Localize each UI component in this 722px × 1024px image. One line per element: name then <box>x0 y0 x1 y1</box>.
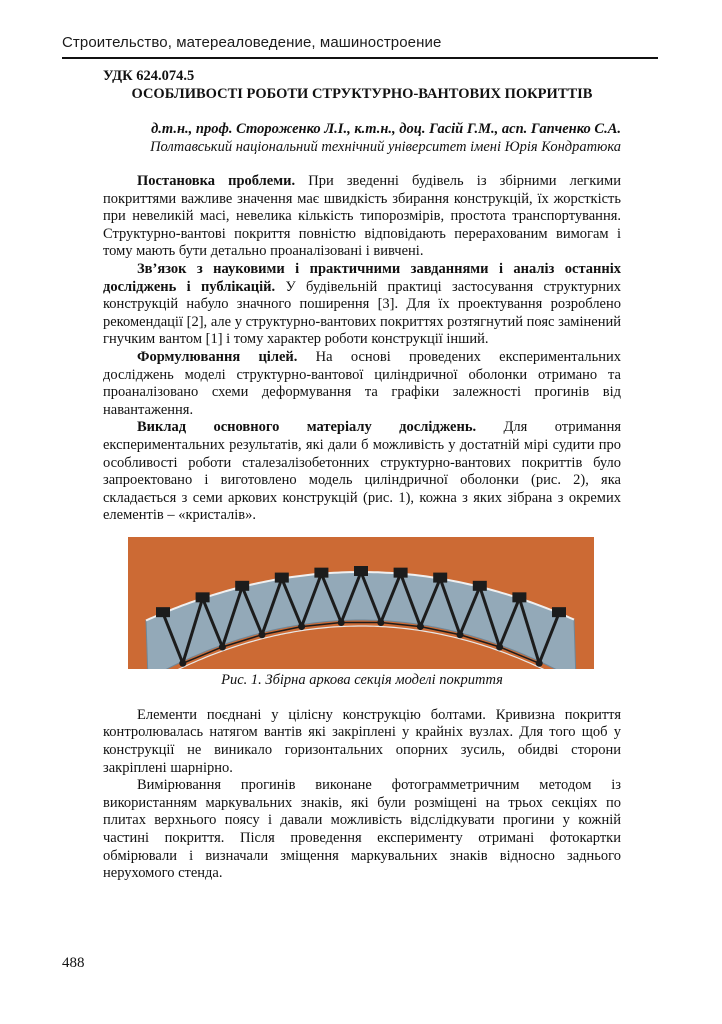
paragraph-text: У будівельній практиці застосування структурних конструкцій набуло значного поширення [3]. Для їх проектування розроблено рекомендації [2], але у структурно-вантових покриттях розтягнутий пояс замінений гнучким вантом [1] і тому характер роботи конструкції інший. <box>103 278 621 348</box>
lower-node <box>259 631 266 638</box>
upper-node <box>433 572 447 582</box>
main-text <box>103 173 621 525</box>
paragraph-heading: Постановка проблеми. <box>137 173 296 189</box>
article-title: ОСОБЛИВОСТІ РОБОТИ СТРУКТУРНО-ВАНТОВИХ ПОКРИТТІВ <box>131 86 593 102</box>
lower-node <box>496 643 503 650</box>
paragraph-relation <box>103 261 621 349</box>
upper-node <box>512 592 526 602</box>
paragraph-text: При зведенні будівель із збірними легкими покриттями важливе значення має швидкість збирання конструкцій, їх жорсткість при невеликій масі, невелика кількість типорозмірів, простота транспортування. Структурно-вантові покриття повністю відповідають перерахованим вимогам і тому мають бути детально проаналізовані і вивчені. <box>103 173 621 260</box>
udc-code: УДК 624.074.5 <box>103 68 195 84</box>
text-after-figure <box>103 707 621 883</box>
paragraph-problem <box>103 173 621 261</box>
paragraph-goals <box>103 349 621 419</box>
upper-node <box>354 566 368 576</box>
paragraph-main-material <box>103 419 621 525</box>
affiliation-line: Полтавський національний технічний університет імені Юрія Кондратюка <box>150 139 621 155</box>
upper-node <box>552 607 566 617</box>
paragraph-text: Для отримання експериментальних результатів, які дали б можливість у достатній мірі судити про особливості роботи сталезалізобетонних структурно-вантових покриттів було запроектовано і виготовлено модель циліндричної оболонки (рис. 2), яка складається з семи аркових конструкцій (рис. 1), кожна з яких зібрана з окремих елементів – «кристалів». <box>103 419 621 524</box>
page-number: 488 <box>62 955 85 971</box>
lower-node <box>536 660 543 667</box>
lower-node <box>298 623 305 630</box>
lower-node <box>377 619 384 626</box>
upper-node <box>235 581 249 591</box>
paragraph-heading: Виклад основного матеріалу досліджень. <box>137 419 477 436</box>
paragraph-measurement: Вимірювання прогинів виконане фотограмметричним методом із використанням маркувальних знаків, які були розміщені на трьох секціях по плитах верхнього поясу і давали можливість відслідкувати прогини у кожній частині покриття. Після проведення експерименту отримані фотокартки обмірювали і визначали зміщення маркувальних знаків відносно заднього нерухомого стенда. <box>103 777 621 882</box>
upper-node <box>275 572 289 582</box>
lower-node <box>417 623 424 630</box>
paragraph-heading: Зв’язок з науковими і практичними завданнями і аналіз останніх досліджень і публікацій. <box>103 260 621 295</box>
running-header: Строительство, матереаловедение, машиностроение <box>62 34 442 51</box>
upper-node <box>473 581 487 591</box>
paragraph-assembly: Елементи поєднані у цілісну конструкцію болтами. Кривизна покриття контролювалась натягом вантів які закріплені у крайніх вузлах. Для того щоб у конструкції не виникало горизонтальних опорних зусиль, обидві сторони закріплені шарнірно. <box>103 706 621 776</box>
authors-line: д.т.н., проф. Стороженко Л.І., к.т.н., доц. Гасій Г.М., асп. Гапченко С.А. <box>151 121 621 137</box>
arch-section-photo <box>128 537 594 669</box>
lower-node <box>457 631 464 638</box>
header-rule <box>62 57 658 59</box>
lower-node <box>179 660 186 667</box>
figure-arch-photo <box>128 537 594 669</box>
upper-node <box>196 592 210 602</box>
paragraph-text: На основі проведених експериментальних досліджень моделі структурно-вантової циліндричної оболонки отримано та проаналізовано схеми деформування та графіки залежності прогинів від навантаження. <box>103 348 621 418</box>
upper-node <box>156 607 170 617</box>
lower-node <box>338 619 345 626</box>
lower-node <box>219 643 226 650</box>
upper-node <box>394 568 408 578</box>
figure-caption: Рис. 1. Збірна аркова секція моделі покриття <box>221 671 503 688</box>
article-body <box>103 68 621 883</box>
paragraph-heading: Формулювання цілей. <box>137 348 298 365</box>
upper-node <box>314 568 328 578</box>
